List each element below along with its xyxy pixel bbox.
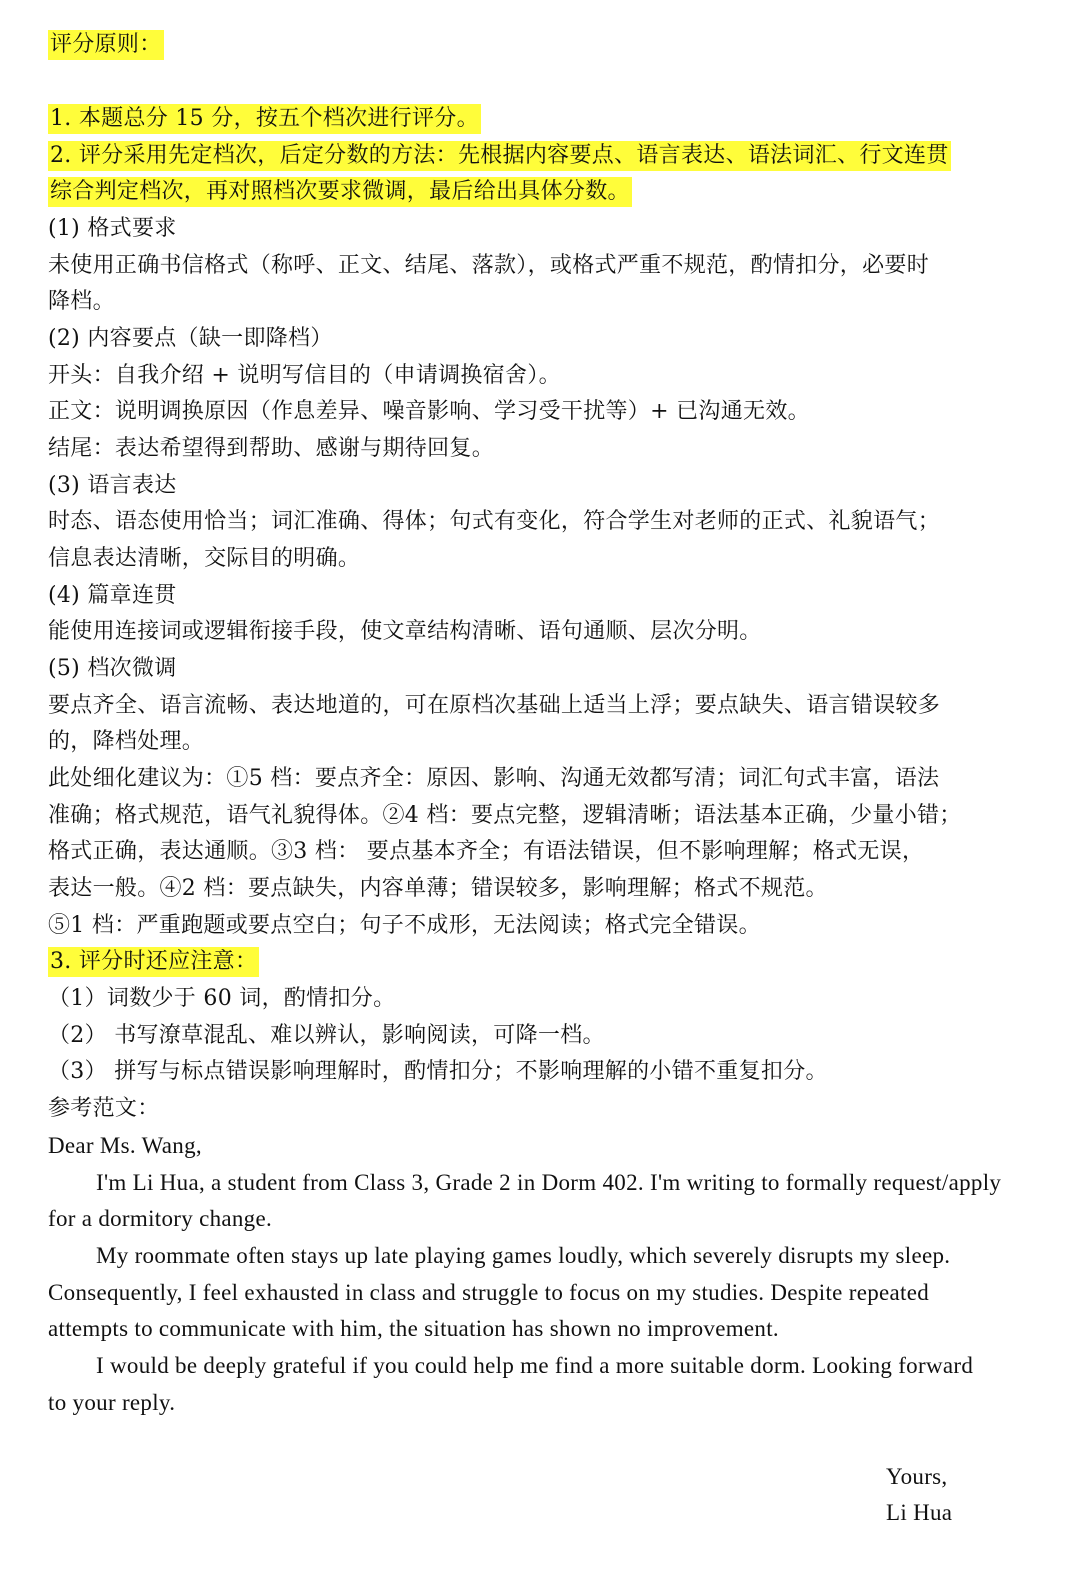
adjust-text-line-1: 要点齐全、语言流畅、表达地道的，可在原档次基础上适当上浮；要点缺失、语言错误较多	[48, 693, 941, 718]
letter-paragraph-3-line-1: I would be deeply grateful if you could help me find a more suitable dorm. Looking forward	[96, 1353, 974, 1378]
letter-signature: Li Hua	[886, 1500, 953, 1525]
adjust-detail-line-1: 此处细化建议为：①5 档：要点齐全：原因、影响、沟通无效都写清；词汇句式丰富，语法	[48, 766, 940, 791]
format-heading: (1) 格式要求	[48, 216, 177, 241]
rule-3-heading: 3. 评分时还应注意：	[48, 947, 259, 977]
rule-3-item-1: （1）词数少于 60 词，酌情扣分。	[48, 986, 396, 1011]
format-text-line-1: 未使用正确书信格式（称呼、正文、结尾、落款），或格式严重不规范，酌情扣分，必要时	[48, 253, 930, 278]
adjust-detail-line-5: ⑤1 档：严重跑题或要点空白；句子不成形，无法阅读；格式完全错误。	[48, 913, 761, 938]
letter-closing: Yours,	[886, 1464, 948, 1489]
adjust-detail-line-2: 准确；格式规范，语气礼貌得体。②4 档：要点完整，逻辑清晰；语法基本正确，少量小错；	[48, 803, 962, 828]
adjust-heading: (5) 档次微调	[48, 656, 177, 681]
adjust-text-line-2: 的，降档处理。	[48, 729, 205, 754]
letter-paragraph-3-line-2: to your reply.	[48, 1390, 176, 1415]
adjust-detail-line-4: 表达一般。④2 档：要点缺失，内容单薄；错误较多，影响理解；格式不规范。	[48, 876, 828, 901]
language-text-line-1: 时态、语态使用恰当；词汇准确、得体；句式有变化，符合学生对老师的正式、礼貌语气；	[48, 509, 941, 534]
letter-paragraph-2-line-1: My roommate often stays up late playing games loudly, which severely disrupts my sleep.	[96, 1243, 951, 1268]
letter-paragraph-1-line-1: I'm Li Hua, a student from Class 3, Grade 2 in Dorm 402. I'm writing to formally request/apply	[96, 1170, 1002, 1195]
rule-3-item-3: （3） 拼写与标点错误影响理解时，酌情扣分；不影响理解的小错不重复扣分。	[48, 1059, 828, 1084]
rule-3-item-2: （2） 书写潦草混乱、难以辨认，影响阅读，可降一档。	[48, 1023, 605, 1048]
coherence-heading: (4) 篇章连贯	[48, 583, 177, 608]
adjust-detail-line-3: 格式正确，表达通顺。③3 档： 要点基本齐全；有语法错误，但不影响理解；格式无误，	[48, 839, 925, 864]
rule-1: 1. 本题总分 15 分，按五个档次进行评分。	[48, 104, 481, 134]
letter-paragraph-2-line-2: Consequently, I feel exhausted in class and struggle to focus on my studies. Despite repeated	[48, 1280, 930, 1305]
coherence-text: 能使用连接词或逻辑衔接手段，使文章结构清晰、语句通顺、层次分明。	[48, 619, 762, 644]
content-body: 正文：说明调换原因（作息差异、噪音影响、学习受干扰等）+ 已沟通无效。	[48, 399, 810, 424]
content-ending: 结尾：表达希望得到帮助、感谢与期待回复。	[48, 436, 495, 461]
letter-paragraph-1-line-2: for a dormitory change.	[48, 1206, 273, 1231]
content-heading: (2) 内容要点（缺一即降档）	[48, 326, 333, 351]
language-text-line-2: 信息表达清晰，交际目的明确。	[48, 546, 361, 571]
rule-2-line-1: 2. 评分采用先定档次，后定分数的方法：先根据内容要点、语言表达、语法词汇、行文连贯	[48, 141, 951, 171]
sample-heading: 参考范文：	[48, 1096, 160, 1121]
letter-paragraph-2-line-3: attempts to communicate with him, the situation has shown no improvement.	[48, 1316, 779, 1341]
letter-salutation: Dear Ms. Wang,	[48, 1133, 202, 1158]
rule-2-line-2: 综合判定档次，再对照档次要求微调，最后给出具体分数。	[48, 177, 632, 207]
section-title: 评分原则：	[48, 30, 164, 60]
format-text-line-2: 降档。	[48, 289, 115, 314]
language-heading: (3) 语言表达	[48, 473, 177, 498]
content-opening: 开头：自我介绍 + 说明写信目的（申请调换宿舍）。	[48, 363, 561, 388]
